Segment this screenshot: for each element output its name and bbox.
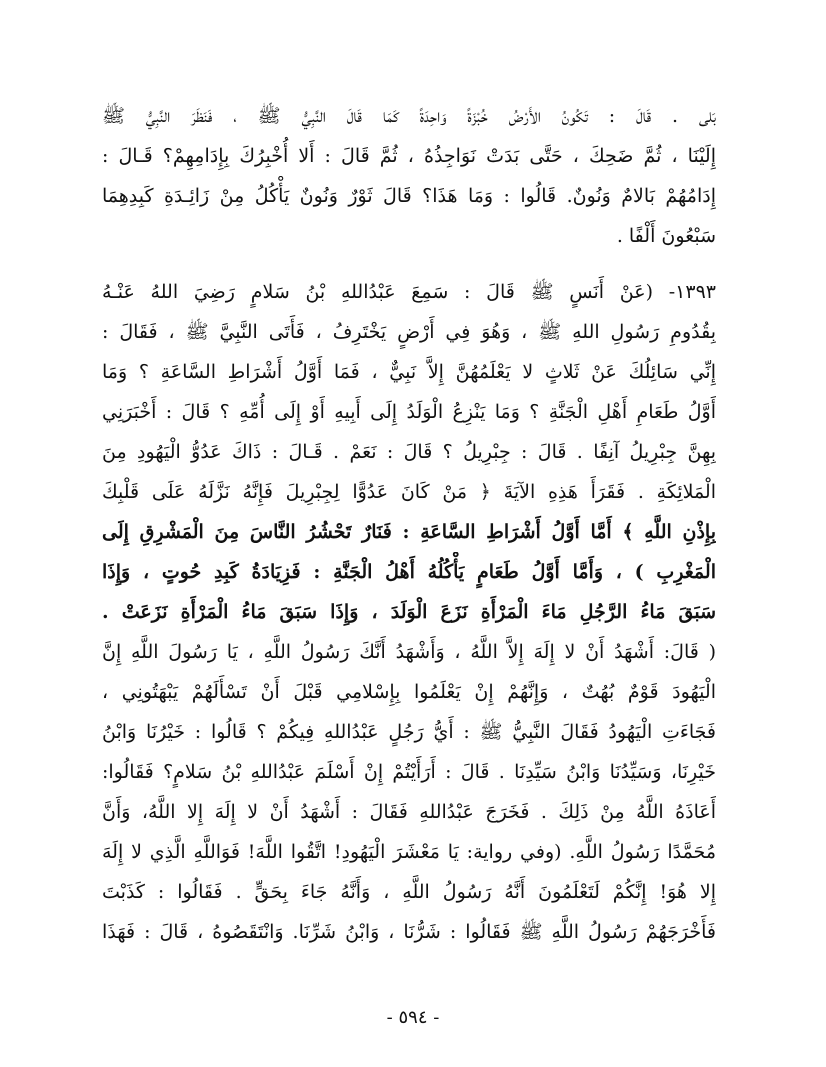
text-line: أَوَّلُ طَعَامِ أَهْلِ الْجَنَّةِ ؟ وَمَا يَنْزِعُ الْوَلَدُ إِلَى أَبِيهِ أَوْ إِلَى أُمِّهِ ؟ قَالَ : أَخْبَرَنِي xyxy=(102,401,716,423)
text-line: بِقُدُومِ رَسُولِ اللهِ ﷺ ، وَهُوَ فِي أَرْضٍ يَخْتَرِفُ ، فَأَتَى النَّبِيَّ ﷺ ، فَقَالَ : xyxy=(102,321,716,343)
text-line: فَجَاءَتِ الْيَهُودُ فَقَالَ النَّبِيُّ ﷺ : أَيُّ رَجُلٍ عَبْدُاللهِ فِيكُمْ ؟ قَالُوا : خَيْرُنَا وَابْنُ xyxy=(102,721,716,743)
text-line: بَلى . قَالَ : تَكُونُ الأَرْضُ خُبْزَةً وَاحِدَةً كَمَا قَالَ النَّبِيُّ ﷺ ، فَنَظَرَ النَّبِيُّ ﷺ xyxy=(102,105,716,127)
text-line: الْمَلائِكَةِ . فَقَرَأَ هَذِهِ الآيَةَ ﴿ مَنْ كَانَ عَدُوًّا لِجِبْرِيلَ فَإِنَّهُ نَزَّلَهُ عَلَى قَلْبِكَ xyxy=(102,481,716,503)
text-line-bold: بِإِذْنِ اللَّهِ ﴾ أَمَّا أَوَّلُ أَشْرَاطِ السَّاعَةِ : فَنَارٌ تَحْشُرُ النَّاسَ مِنَ الْمَشْرِقِ إِلَى xyxy=(102,521,716,543)
text-line: أَعَاذَهُ اللَّهُ مِنْ ذَلِكَ . فَخَرَجَ عَبْدُاللهِ فَقَالَ : أَشْهَدُ أَنْ لا إِلَهَ إِلا اللَّهُ، وَأَنَّ xyxy=(102,801,716,823)
paragraph-continuation xyxy=(102,96,716,256)
text-line: فَأَخْرَجَهُمْ رَسُولُ اللَّهِ ﷺ فَقَالُوا : شَرُّنَا ، وَابْنُ شَرِّنَا. وَانْتَقَصُوهُ ، قَالَ : فَهَذَا xyxy=(102,921,716,943)
text-line-bold: سَبَقَ مَاءُ الرَّجُلِ مَاءَ الْمَرْأَةِ نَزَعَ الْوَلَدَ ، وَإِذَا سَبَقَ مَاءُ الْمَرْأَةِ نَزَعَتْ . xyxy=(102,601,716,623)
text-line: إِلا هُوَ! إِنَّكُمْ لَتَعْلَمُونَ أَنَّهُ رَسُولُ اللَّهِ ، وَأَنَّهُ جَاءَ بِحَقٍّ . فَقَالُوا : كَذَبْتَ xyxy=(102,881,716,903)
text-line: إِدَامُهُمْ بَالامٌ وَنُونٌ. قَالُوا : وَمَا هَذَا؟ قَالَ ثَوْرٌ وَنُونٌ يَأْكُلُ مِنْ زَائِـدَةِ كَبِدِهِمَا xyxy=(102,185,716,207)
text-line: ١٣٩٣- (عَنْ أَنَسٍ ﷺ قَالَ : سَمِعَ عَبْدُاللهِ بْنُ سَلامٍ رَضِيَ اللهُ عَنْـهُ xyxy=(102,281,716,303)
text-line-bold: الْمَغْرِبِ ) ، وَأَمَّا أَوَّلُ طَعَامٍ يَأْكُلُهُ أَهْلُ الْجَنَّةِ : فَزِيَادَةُ كَبِدِ حُوتٍ ، وَإِذَا xyxy=(102,561,716,583)
page-number: - ٥٩٤ - xyxy=(386,1007,440,1028)
text-line: خَيْرِنَا، وَسَيِّدُنَا وَابْنُ سَيِّدِنَا . قَالَ : أَرَأَيْتُمْ إِنْ أَسْلَمَ عَبْدُاللهِ بْنُ سَلامٍ؟ فَقَالُوا: xyxy=(102,761,716,783)
text-line: إِلَيْنَا ، ثُمَّ ضَحِكَ ، حَتَّى بَدَتْ نَوَاجِذُهُ ، ثُمَّ قَالَ : أَلا أُخْبِرُكَ بِإِدَامِهِمْ؟ قَـالَ : xyxy=(102,145,716,167)
text-line: الْيَهُودَ قَوْمٌ بُهُتٌ ، وَإِنَّهُمْ إِنْ يَعْلَمُوا بِإِسْلامِي قَبْلَ أَنْ تَسْأَلَهُمْ يَبْهَتُونِي ، xyxy=(102,681,716,703)
text-line: ( قَالَ: أَشْهَدُ أَنْ لا إِلَهَ إِلاَّ اللَّهُ ، وَأَشْهَدُ أَنَّكَ رَسُولُ اللَّهِ ، يَا رَسُولَ اللَّهِ إِنَّ xyxy=(102,641,716,663)
text-line: سَبْعُونَ أَلْفًا . xyxy=(616,225,716,247)
text-line: مُحَمَّدًا رَسُولُ اللَّهِ. (وفي رواية: يَا مَعْشَرَ الْيَهُودِ! اتَّقُوا اللَّهَ! فَوَاللَّهِ الَّذِي لا إِلَهَ xyxy=(102,841,716,863)
text-line: بِهِنَّ جِبْرِيلُ آنِفًا . قَالَ : جِبْرِيلُ ؟ قَالَ : نَعَمْ . قَـالَ : ذَاكَ عَدُوُّ الْيَهُودِ مِنَ xyxy=(102,441,716,463)
text-line: إِنِّي سَائِلُكَ عَنْ ثَلاثٍ لا يَعْلَمُهُنَّ إِلاَّ نَبِيٌّ ، فَمَا أَوَّلُ أَشْرَاطِ السَّاعَةِ ؟ وَمَا xyxy=(102,361,716,383)
hadith-1393 xyxy=(102,272,716,952)
